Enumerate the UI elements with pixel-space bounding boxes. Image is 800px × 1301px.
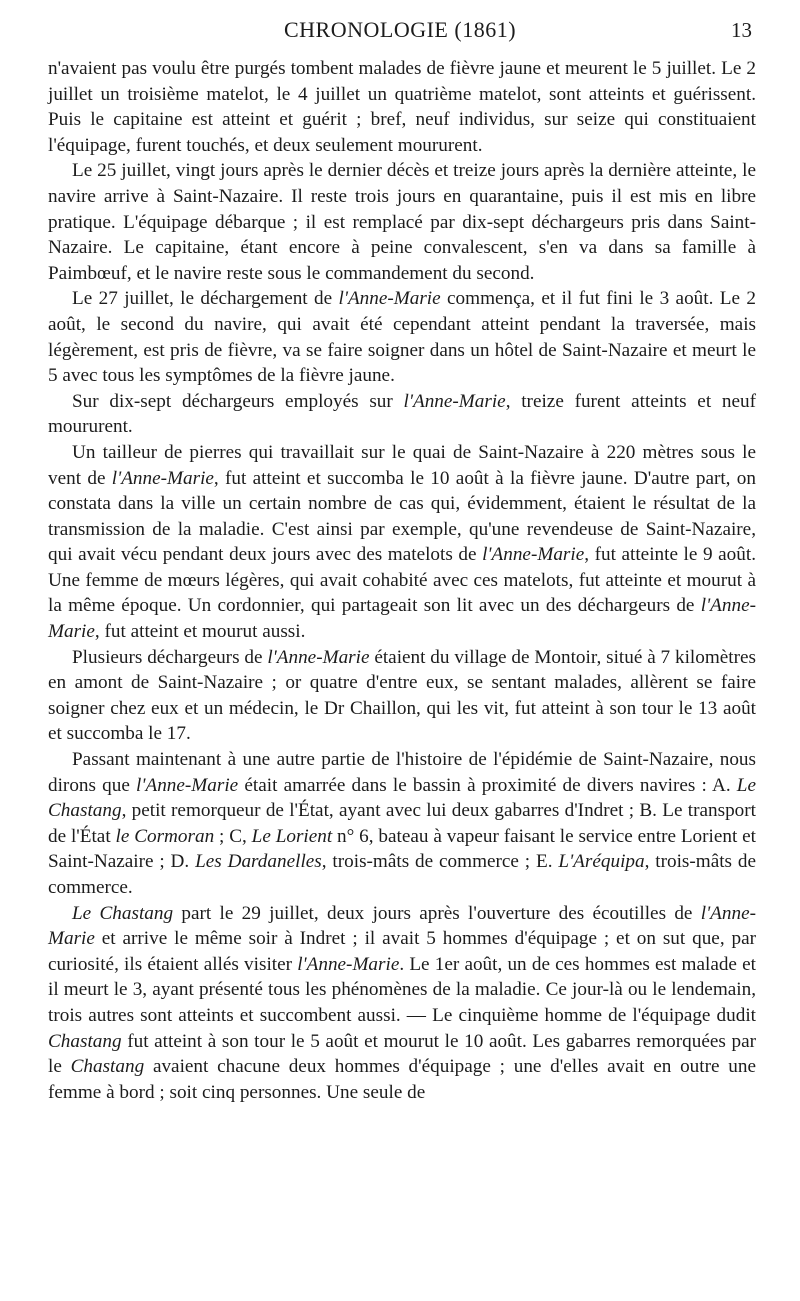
paragraph: Un tailleur de pierres qui travaillait sur le quai de Saint-Nazaire à 220 mètres sous le vent de l'Anne-Marie, fut atteint et succomba le 10 août à la fièvre jaune. D'autre part, on constata dans la ville un certain nombre de cas qui, évidemment, étaient le résultat de la transmission de la maladie. C'est ainsi par exemple, qu'une revendeuse de Saint-Nazaire, qui avait vécu pendant deux jours avec des matelots de l'Anne-Marie, fut atteinte le 9 août. Une femme de mœurs légères, qui avait cohabité avec ces matelots, fut atteinte et mourut à la même époque. Un cordonnier, qui partageait son lit avec un des déchargeurs de l'Anne-Marie, fut atteint et mourut aussi. <box>48 441 756 643</box>
running-title: CHRONOLOGIE (1861) <box>283 17 517 42</box>
paragraph: Sur dix-sept déchargeurs employés sur l'Anne-Marie, treize furent atteints et neuf moururent. <box>48 390 756 438</box>
paragraph: Le 27 juillet, le déchargement de l'Anne-Marie commença, et il fut fini le 3 août. Le 2 août, le second du navire, qui avait été cependant atteint pendant la traversée, mais légèrement, est pris de fièvre, va se faire soigner dans un hôtel de Saint-Nazaire et meurt le 5 avec tous les symptômes de la fièvre jaune. <box>48 288 756 387</box>
paragraph: Passant maintenant à une autre partie de l'histoire de l'épidémie de Saint-Nazaire, nous dirons que l'Anne-Marie était amarrée dans le bassin à proximité de divers navires : A. Le Chastang, petit remorqueur de l'État, ayant avec lui deux gabarres d'Indret ; B. Le transport de l'État le Cormoran ; C, Le Lorient n° 6, bateau à vapeur faisant le service entre Lorient et Saint-Nazaire ; D. Les Dardanelles, trois-mâts de commerce ; E. L'Aréquipa, trois-mâts de commerce. <box>48 749 756 898</box>
running-header <box>48 8 752 52</box>
paragraph: n'avaient pas voulu être purgés tombent malades de fièvre jaune et meurent le 5 juillet. Le 2 juillet un troisième matelot, le 4 juillet un quatrième matelot, sont atteints et guérissent. Puis le capitaine est atteint et guérit ; bref, neuf individus, sur seize qui constituaient l'équipage, furent touchés, et deux seulement moururent. <box>48 58 756 156</box>
page-number: 13 <box>731 18 752 42</box>
paragraph: Le Chastang part le 29 juillet, deux jours après l'ouverture des écoutilles de l'Anne-Marie et arrive le même soir à Indret ; il avait 5 hommes d'équipage ; et on sut que, par curiosité, ils étaient allés visiter l'Anne-Marie. Le 1er août, un de ces hommes est malade et il meurt le 3, ayant présenté tous les phénomènes de la maladie. Ce jour-là ou le lendemain, trois autres sont atteints et succombent aussi. — Le cinquième homme de l'équipage dudit Chastang fut atteint à son tour le 5 août et mourut le 10 août. Les gabarres remorquées par le Chastang avaient chacune deux hommes d'équipage ; une d'elles avait en outre une femme à bord ; soit cinq personnes. Une seule de <box>48 902 756 1103</box>
paragraph: Plusieurs déchargeurs de l'Anne-Marie étaient du village de Montoir, situé à 7 kilomètres en amont de Saint-Nazaire ; or quatre d'entre eux, se sentant malades, allèrent se faire soigner chez eux et un médecin, le Dr Chaillon, qui les vit, fut atteint à son tour le 13 août et succomba le 17. <box>48 646 756 745</box>
body-text <box>48 56 756 1105</box>
paragraph: Le 25 juillet, vingt jours après le dernier décès et treize jours après la dernière atteinte, le navire arrive à Saint-Nazaire. Il reste trois jours en quarantaine, puis il est mis en libre pratique. L'équipage débarque ; il est remplacé par dix-sept déchargeurs pris dans Saint-Nazaire. Le capitaine, étant encore à peine convalescent, s'en va dans sa famille à Paimbœuf, et le navire reste sous le commandement du second. <box>48 160 756 284</box>
